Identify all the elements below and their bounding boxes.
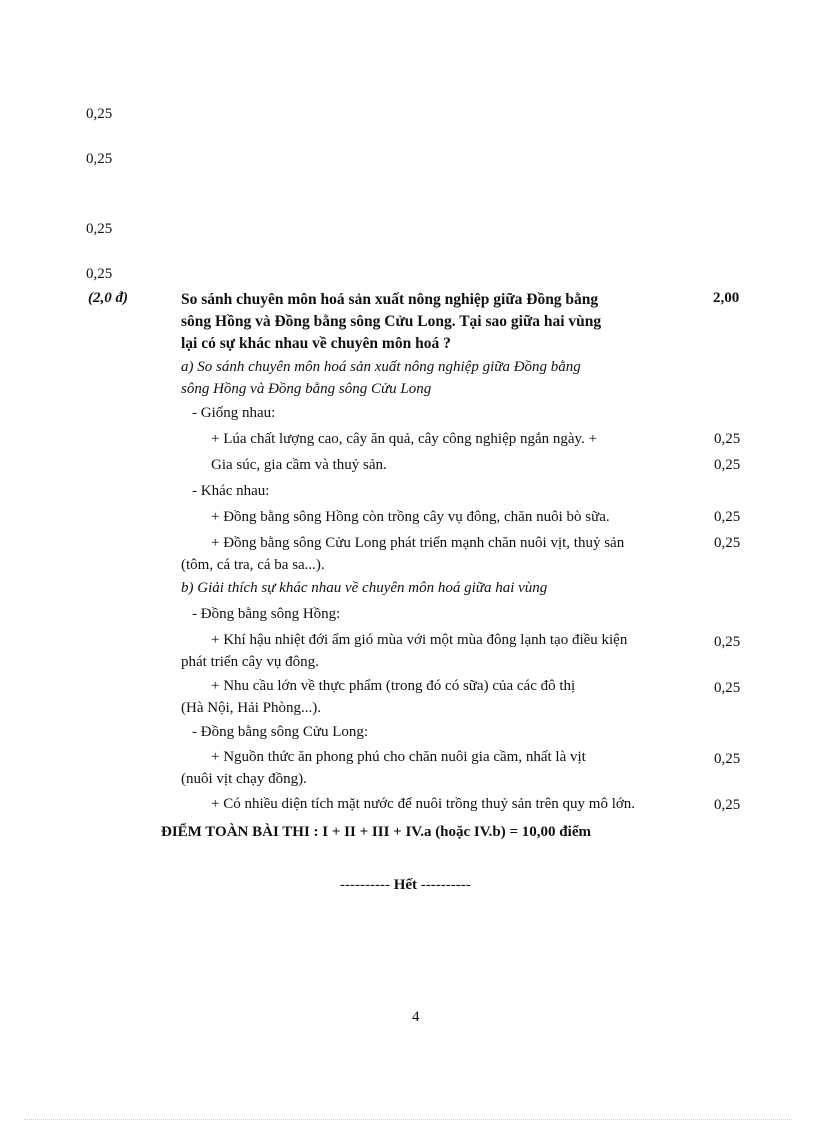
dbscl-item-1-line-2: (nuôi vịt chạy đồng). <box>181 771 307 787</box>
question-title-line-2: sông Hồng và Đồng bằng sông Cửu Long. Tại sao giữa hai vùng <box>181 313 602 330</box>
score-same-1: 0,25 <box>714 431 741 447</box>
dbscl-item-2: + Có nhiều diện tích mặt nước để nuôi trồng thuỷ sản trên quy mô lớn. <box>211 796 636 812</box>
part-b-heading: b) Giải thích sự khác nhau về chuyên môn hoá giữa hai vùng <box>181 580 548 596</box>
question-total-score: 2,00 <box>713 290 740 306</box>
dbscl-label: - Đồng bằng sông Cửu Long: <box>192 724 369 740</box>
question-title-line-1: So sánh chuyên môn hoá sản xuất nông nghiệp giữa Đồng bằng <box>181 291 599 308</box>
dbsh-item-1-line-1: + Khí hậu nhiệt đới ẩm gió mùa với một mùa đông lạnh tạo điều kiện <box>211 632 628 648</box>
score-top-4: 0,25 <box>86 266 113 282</box>
score-top-2: 0,25 <box>86 151 113 167</box>
score-dbscl-1: 0,25 <box>714 751 741 767</box>
page-number: 4 <box>412 1009 420 1025</box>
end-dashes-left: ---------- <box>340 877 390 893</box>
same-label: - Giống nhau: <box>192 405 276 421</box>
question-title <box>181 289 691 355</box>
dbsh-item-1-line-2: phát triển cây vụ đông. <box>181 654 319 670</box>
score-dbscl-2: 0,25 <box>714 797 741 813</box>
score-dbsh-2: 0,25 <box>714 680 741 696</box>
same-item-1: + Lúa chất lượng cao, cây ăn quả, cây công nghiệp ngắn ngày. + <box>211 431 598 447</box>
diff-label: - Khác nhau: <box>192 483 270 499</box>
diff-item-2-line-2: (tôm, cá tra, cá ba sa...). <box>181 557 325 573</box>
part-a-heading-line-1: a) So sánh chuyên môn hoá sản xuất nông nghiệp giữa Đồng bằng <box>181 359 581 375</box>
score-top-1: 0,25 <box>86 106 113 122</box>
same-item-2: Gia súc, gia cầm và thuỷ sản. <box>211 457 387 473</box>
page-bottom-rule <box>24 1119 792 1120</box>
score-dbsh-1: 0,25 <box>714 634 741 650</box>
dbsh-item-2-line-1: + Nhu cầu lớn về thực phẩm (trong đó có sữa) của các đô thị <box>211 678 576 694</box>
diff-item-1: + Đồng bằng sông Hồng còn trồng cây vụ đông, chăn nuôi bò sữa. <box>211 509 610 525</box>
end-word: Hết <box>393 877 418 893</box>
dbsh-label: - Đồng bằng sông Hồng: <box>192 606 341 622</box>
end-marker <box>340 877 471 894</box>
question-title-line-3: lại có sự khác nhau về chuyên môn hoá ? <box>181 335 451 352</box>
diff-item-2-line-1: + Đồng bằng sông Cửu Long phát triển mạnh chăn nuôi vịt, thuỷ sản <box>211 535 625 551</box>
score-top-3: 0,25 <box>86 221 113 237</box>
score-diff-2: 0,25 <box>714 535 741 551</box>
question-points-label: (2,0 đ) <box>88 290 128 306</box>
dbsh-item-2-line-2: (Hà Nội, Hải Phòng...). <box>181 700 321 716</box>
score-same-2: 0,25 <box>714 457 741 473</box>
end-dashes-right: ---------- <box>420 877 471 893</box>
dbscl-item-1-line-1: + Nguồn thức ăn phong phú cho chăn nuôi gia cầm, nhất là vịt <box>211 749 586 765</box>
score-diff-1: 0,25 <box>714 509 741 525</box>
part-a-heading-line-2: sông Hồng và Đồng bằng sông Cửu Long <box>181 381 432 397</box>
total-score-summary: ĐIỂM TOÀN BÀI THI : I + II + III + IV.a (hoặc IV.b) = 10,00 điểm <box>161 824 591 840</box>
